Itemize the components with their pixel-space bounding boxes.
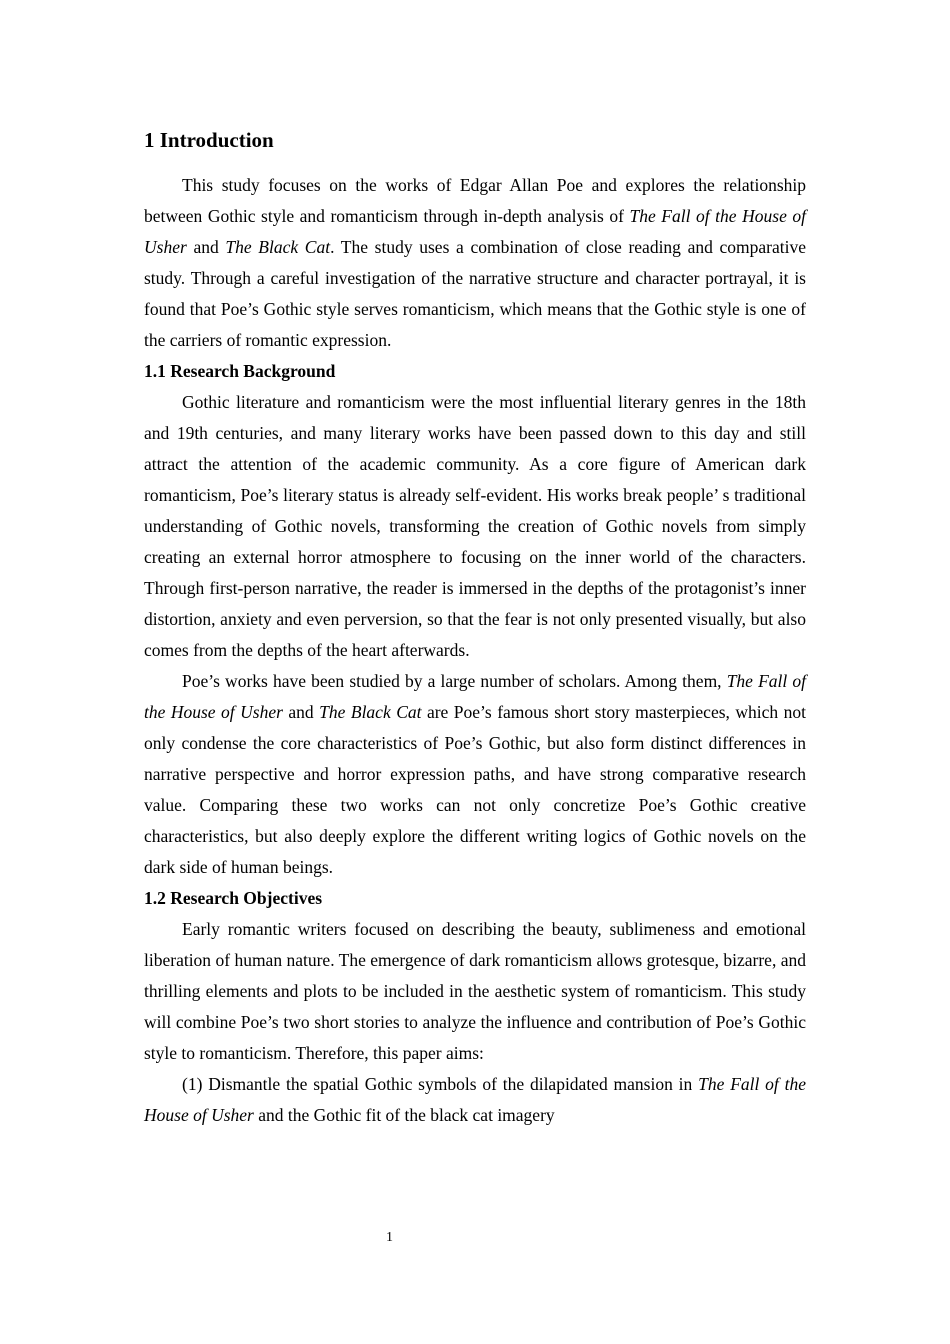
page-number: 1 xyxy=(386,1230,393,1245)
background-work-title-1: The Fall of the House of Usher xyxy=(144,671,807,722)
objectives-text-2: and the Gothic fit of the black cat imagery xyxy=(253,1105,555,1125)
intro-paragraph xyxy=(144,170,806,356)
chapter-heading: 1 Introduction xyxy=(144,128,274,152)
intro-work-title-1: The Fall of the House of Usher xyxy=(144,206,807,257)
background-text-3: are Poe’s famous short story masterpieces, which not only condense the core characteristics of Poe’s Gothic, but also form distinct differences in narrative perspective and horror expression paths, and have strong comparative research value. Comparing these two works can not only concretize Poe’s Gothic creative characteristics, but also deeply explore the different writing logics of Gothic novels on the dark side of human beings. xyxy=(144,702,806,877)
background-text-2: and xyxy=(282,702,320,722)
background-paragraph-1: Gothic literature and romanticism were the most influential literary genres in the 18th and 19th centuries, and many literary works have been passed down to this day and still attract the attention of the academic community. As a core figure of American dark romanticism, Poe’s literary status is already self-evident. His works break people’ s traditional understanding of Gothic novels, transforming the creation of Gothic novels from simply creating an external horror atmosphere to focusing on the inner world of the characters. Through first-person narrative, the reader is immersed in the depths of the protagonist’s inner distortion, anxiety and even perversion, so that the fear is not only presented visually, but also comes from the depths of the heart afterwards. xyxy=(144,392,806,660)
objectives-paragraph-1: Early romantic writers focused on describing the beauty, sublimeness and emotional liberation of human nature. The emergence of dark romanticism allows grotesque, bizarre, and thrilling elements and plots to be included in the aesthetic system of romanticism. This study will combine Poe’s two short stories to analyze the influence and contribution of Poe’s Gothic style to romanticism. Therefore, this paper aims: xyxy=(144,919,806,1063)
section-heading-1-2: 1.2 Research Objectives xyxy=(144,888,323,908)
intro-text-2: and xyxy=(186,237,226,257)
intro-text-1: This study focuses on the works of Edgar Allan Poe and explores the relationship between Gothic style and romanticism through in-depth analysis of xyxy=(144,175,806,226)
objectives-work-title-1: The Fall of the House of Usher xyxy=(144,1074,806,1125)
intro-work-title-2: The Black Cat xyxy=(225,237,331,257)
background-text-1: Poe’s works have been studied by a large number of scholars. Among them, xyxy=(182,671,727,691)
background-paragraph-2 xyxy=(144,666,806,883)
objectives-paragraph-2 xyxy=(144,1069,806,1131)
objectives-text-1: (1) Dismantle the spatial Gothic symbols of the dilapidated mansion in xyxy=(182,1074,699,1094)
section-heading-1-1: 1.1 Research Background xyxy=(144,361,336,381)
intro-text-3: . The study uses a combination of close reading and comparative study. Through a careful investigation of the narrative structure and character portrayal, it is found that Poe’s Gothic style serves romanticism, which means that the Gothic style is one of the carriers of romantic expression. xyxy=(144,237,806,350)
background-work-title-2: The Black Cat xyxy=(319,702,422,722)
document-page xyxy=(144,124,806,1131)
